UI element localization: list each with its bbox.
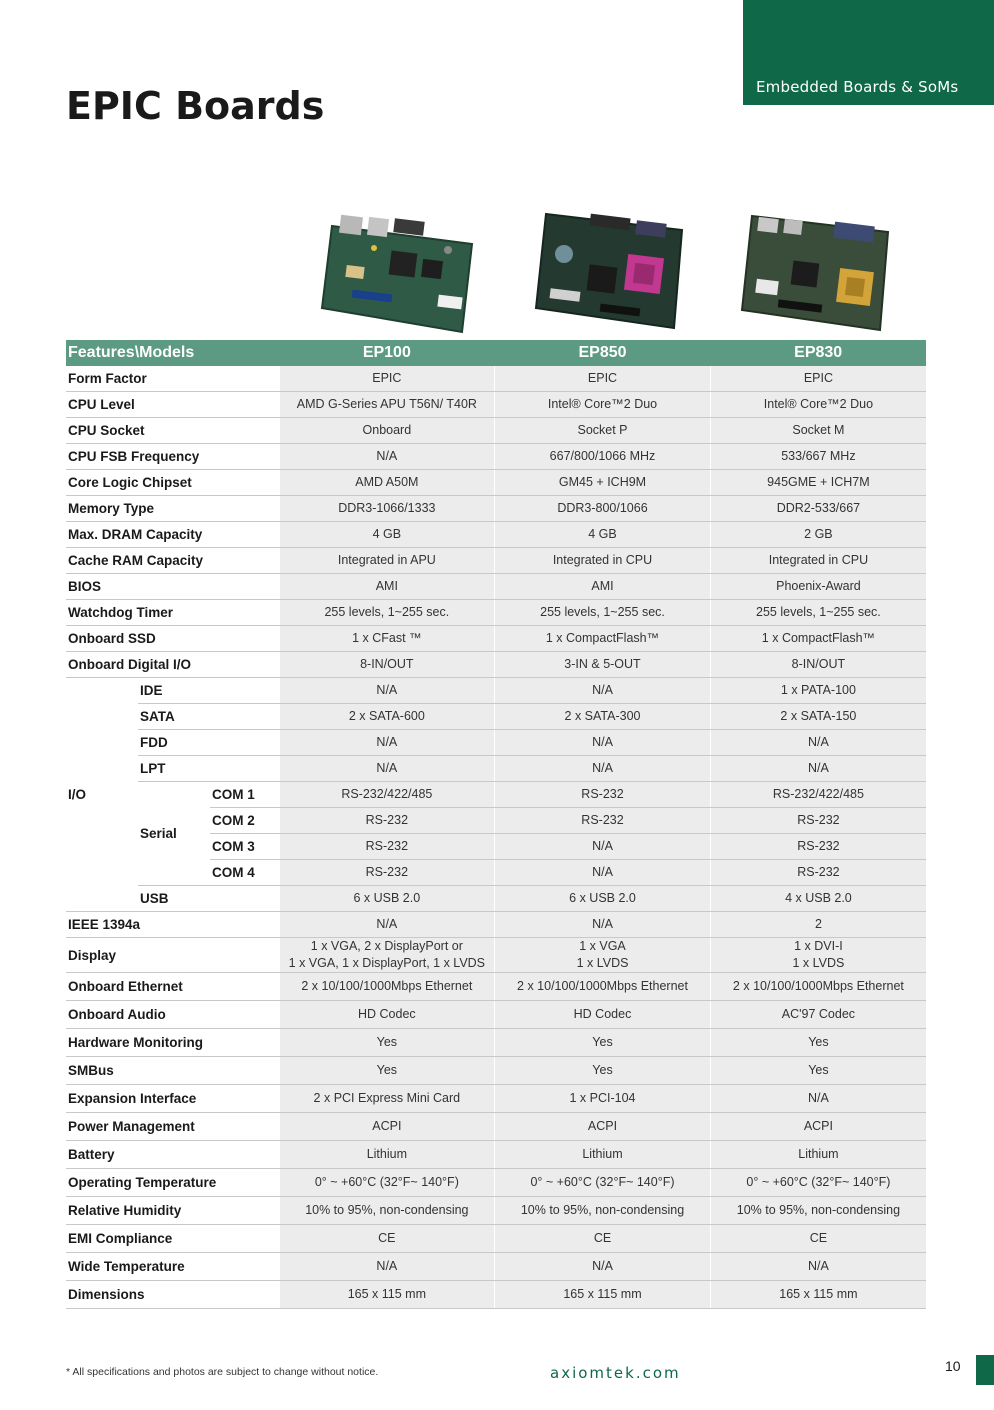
cell-value: N/A xyxy=(495,860,711,886)
cell-value: HD Codec xyxy=(495,1001,711,1029)
row-label: SMBus xyxy=(66,1057,279,1085)
cell-value: RS-232 xyxy=(279,834,495,860)
cell-line: 1 x VGA xyxy=(579,939,626,953)
cell-value: 255 levels, 1~255 sec. xyxy=(495,600,711,626)
cell-value: Onboard xyxy=(279,418,495,444)
cell-value: Yes xyxy=(495,1029,711,1057)
row-label: COM 1 xyxy=(210,782,279,808)
cell-value: N/A xyxy=(495,678,711,704)
cell-value: 165 x 115 mm xyxy=(710,1281,926,1309)
cell-value: Socket P xyxy=(495,418,711,444)
cell-value: Intel® Core™2 Duo xyxy=(495,392,711,418)
page-number: 10 xyxy=(945,1358,961,1374)
row-label: COM 4 xyxy=(210,860,279,886)
cell-value: RS-232/422/485 xyxy=(279,782,495,808)
cell-value: 6 x USB 2.0 xyxy=(279,886,495,912)
cell-value: 0° ~ +60°C (32°F~ 140°F) xyxy=(495,1169,711,1197)
cell-value: 2 x SATA-600 xyxy=(279,704,495,730)
cell-line: 1 x DVI-I xyxy=(794,939,843,953)
board-photo-ep100 xyxy=(318,208,476,336)
cell-value: N/A xyxy=(710,1253,926,1281)
cell-value: 2 x 10/100/1000Mbps Ethernet xyxy=(495,973,711,1001)
row-label: FDD xyxy=(138,730,279,756)
cell-value: 1 x PCI-104 xyxy=(495,1085,711,1113)
cell-value: 533/667 MHz xyxy=(710,444,926,470)
cell-value: Yes xyxy=(710,1029,926,1057)
cell-value: Lithium xyxy=(495,1141,711,1169)
table-row xyxy=(66,444,926,470)
table-row xyxy=(66,678,926,704)
table-row xyxy=(66,470,926,496)
table-header-row xyxy=(66,340,926,366)
cell-value: 2 x SATA-300 xyxy=(495,704,711,730)
row-label: Form Factor xyxy=(66,366,279,392)
row-label: Wide Temperature xyxy=(66,1253,279,1281)
cell-value: EPIC xyxy=(495,366,711,392)
table-row xyxy=(66,418,926,444)
table-row xyxy=(66,938,926,973)
row-label: Max. DRAM Capacity xyxy=(66,522,279,548)
cell-value: 10% to 95%, non-condensing xyxy=(279,1197,495,1225)
board-photo-ep850 xyxy=(530,210,688,338)
section-label: Embedded Boards & SoMs xyxy=(756,78,959,96)
cell-value: 0° ~ +60°C (32°F~ 140°F) xyxy=(710,1169,926,1197)
cell-value: 667/800/1066 MHz xyxy=(495,444,711,470)
cell-value: N/A xyxy=(495,912,711,938)
cell-value: N/A xyxy=(279,756,495,782)
footnote: * All specifications and photos are subject to change without notice. xyxy=(66,1366,379,1378)
row-label: Onboard SSD xyxy=(66,626,279,652)
cell-value: N/A xyxy=(495,1253,711,1281)
spec-table xyxy=(66,340,926,1309)
row-label: Operating Temperature xyxy=(66,1169,279,1197)
cell-value xyxy=(279,938,495,973)
row-label: Onboard Ethernet xyxy=(66,973,279,1001)
table-row xyxy=(66,1029,926,1057)
cell-value: 3-IN & 5-OUT xyxy=(495,652,711,678)
row-label: COM 2 xyxy=(210,808,279,834)
cell-value: ACPI xyxy=(710,1113,926,1141)
row-label: COM 3 xyxy=(210,834,279,860)
header-model-ep100: EP100 xyxy=(279,340,495,366)
cell-line: 1 x VGA, 1 x DisplayPort, 1 x LVDS xyxy=(288,956,486,970)
cell-value xyxy=(495,938,711,973)
cell-value: 0° ~ +60°C (32°F~ 140°F) xyxy=(279,1169,495,1197)
cell-line: 1 x VGA, 2 x DisplayPort or xyxy=(310,939,463,953)
cell-value: 1 x PATA-100 xyxy=(710,678,926,704)
cell-value: N/A xyxy=(495,834,711,860)
cell-value: N/A xyxy=(279,1253,495,1281)
table-row xyxy=(66,886,926,912)
cell-value: CE xyxy=(495,1225,711,1253)
table-row xyxy=(66,600,926,626)
cell-value: 2 x 10/100/1000Mbps Ethernet xyxy=(710,973,926,1001)
cell-value: 2 x PCI Express Mini Card xyxy=(279,1085,495,1113)
row-label: CPU Socket xyxy=(66,418,279,444)
cell-value: Phoenix-Award xyxy=(710,574,926,600)
cell-value: DDR3-1066/1333 xyxy=(279,496,495,522)
cell-value: 10% to 95%, non-condensing xyxy=(710,1197,926,1225)
cell-value: GM45 + ICH9M xyxy=(495,470,711,496)
table-row xyxy=(66,704,926,730)
cell-value: Lithium xyxy=(279,1141,495,1169)
cell-value: 165 x 115 mm xyxy=(495,1281,711,1309)
cell-value: N/A xyxy=(279,444,495,470)
cell-value: 8-IN/OUT xyxy=(710,652,926,678)
cell-value: EPIC xyxy=(710,366,926,392)
table-row xyxy=(66,1113,926,1141)
cell-value: AMD A50M xyxy=(279,470,495,496)
cell-value: 2 x 10/100/1000Mbps Ethernet xyxy=(279,973,495,1001)
cell-value: CE xyxy=(710,1225,926,1253)
row-label: Expansion Interface xyxy=(66,1085,279,1113)
row-label: Hardware Monitoring xyxy=(66,1029,279,1057)
cell-value: 1 x CompactFlash™ xyxy=(495,626,711,652)
cell-value: 8-IN/OUT xyxy=(279,652,495,678)
page-marker xyxy=(976,1355,994,1385)
cell-value: Integrated in CPU xyxy=(495,548,711,574)
io-group-label: I/O xyxy=(66,678,138,912)
cell-value: EPIC xyxy=(279,366,495,392)
cell-value: RS-232 xyxy=(495,808,711,834)
table-row xyxy=(66,652,926,678)
cell-value: 4 GB xyxy=(495,522,711,548)
table-row xyxy=(66,392,926,418)
cell-value: Socket M xyxy=(710,418,926,444)
cell-value: Yes xyxy=(710,1057,926,1085)
row-label: BIOS xyxy=(66,574,279,600)
cell-value: N/A xyxy=(279,678,495,704)
cell-value: Yes xyxy=(279,1057,495,1085)
website-link[interactable]: axiomtek.com xyxy=(550,1364,681,1382)
cell-value: 1 x CFast ™ xyxy=(279,626,495,652)
table-row xyxy=(66,1281,926,1309)
row-label: Core Logic Chipset xyxy=(66,470,279,496)
cell-value: N/A xyxy=(710,756,926,782)
cell-value: N/A xyxy=(710,1085,926,1113)
cell-value: AMI xyxy=(495,574,711,600)
table-row xyxy=(66,1225,926,1253)
row-label: Relative Humidity xyxy=(66,1197,279,1225)
row-label: Power Management xyxy=(66,1113,279,1141)
table-row xyxy=(66,912,926,938)
cell-value: AMD G-Series APU T56N/ T40R xyxy=(279,392,495,418)
cell-value: N/A xyxy=(279,730,495,756)
header-model-ep830: EP830 xyxy=(710,340,926,366)
cell-value: 255 levels, 1~255 sec. xyxy=(279,600,495,626)
row-label: Watchdog Timer xyxy=(66,600,279,626)
row-label: Onboard Digital I/O xyxy=(66,652,279,678)
row-label: SATA xyxy=(138,704,279,730)
row-label: CPU Level xyxy=(66,392,279,418)
cell-value: N/A xyxy=(495,756,711,782)
cell-value: RS-232 xyxy=(279,808,495,834)
cell-value: 1 x CompactFlash™ xyxy=(710,626,926,652)
cell-value: RS-232 xyxy=(710,834,926,860)
cell-value: RS-232 xyxy=(710,860,926,886)
table-row xyxy=(66,496,926,522)
table-row xyxy=(66,1141,926,1169)
cell-value: AC'97 Codec xyxy=(710,1001,926,1029)
table-row xyxy=(66,522,926,548)
table-row xyxy=(66,574,926,600)
cell-value: 165 x 115 mm xyxy=(279,1281,495,1309)
table-row xyxy=(66,366,926,392)
table-row xyxy=(66,548,926,574)
cell-value: 2 x SATA-150 xyxy=(710,704,926,730)
cell-value: 10% to 95%, non-condensing xyxy=(495,1197,711,1225)
table-row xyxy=(66,756,926,782)
cell-value: RS-232/422/485 xyxy=(710,782,926,808)
cell-value: Integrated in CPU xyxy=(710,548,926,574)
header-features-models: Features\Models xyxy=(66,340,279,366)
cell-value: HD Codec xyxy=(279,1001,495,1029)
cell-value: 2 xyxy=(710,912,926,938)
row-label: Onboard Audio xyxy=(66,1001,279,1029)
board-photo-ep830 xyxy=(738,210,894,338)
page-title: EPIC Boards xyxy=(66,84,325,128)
serial-group-label: Serial xyxy=(138,782,210,886)
row-label: Display xyxy=(66,938,279,973)
cell-value: 6 x USB 2.0 xyxy=(495,886,711,912)
cell-value: RS-232 xyxy=(495,782,711,808)
cell-value: 2 GB xyxy=(710,522,926,548)
row-label: Cache RAM Capacity xyxy=(66,548,279,574)
cell-value: ACPI xyxy=(279,1113,495,1141)
row-label: Battery xyxy=(66,1141,279,1169)
table-row xyxy=(66,782,926,808)
cell-value: ACPI xyxy=(495,1113,711,1141)
row-label: Dimensions xyxy=(66,1281,279,1309)
table-row xyxy=(66,730,926,756)
table-row xyxy=(66,1001,926,1029)
cell-value: N/A xyxy=(279,912,495,938)
cell-value: N/A xyxy=(495,730,711,756)
cell-value: RS-232 xyxy=(279,860,495,886)
section-tab xyxy=(743,0,994,105)
row-label: Memory Type xyxy=(66,496,279,522)
row-label: USB xyxy=(138,886,279,912)
table-row xyxy=(66,1253,926,1281)
table-row xyxy=(66,973,926,1001)
cell-value: RS-232 xyxy=(710,808,926,834)
cell-line: 1 x LVDS xyxy=(792,956,845,970)
cell-value: 4 GB xyxy=(279,522,495,548)
cell-line: 1 x LVDS xyxy=(576,956,629,970)
header-model-ep850: EP850 xyxy=(495,340,711,366)
row-label: IEEE 1394a xyxy=(66,912,279,938)
cell-value: CE xyxy=(279,1225,495,1253)
cell-value: DDR2-533/667 xyxy=(710,496,926,522)
cell-value xyxy=(710,938,926,973)
table-row xyxy=(66,626,926,652)
cell-value: N/A xyxy=(710,730,926,756)
cell-value: 255 levels, 1~255 sec. xyxy=(710,600,926,626)
table-row xyxy=(66,1085,926,1113)
cell-value: Lithium xyxy=(710,1141,926,1169)
cell-value: Intel® Core™2 Duo xyxy=(710,392,926,418)
cell-value: 945GME + ICH7M xyxy=(710,470,926,496)
cell-value: Yes xyxy=(495,1057,711,1085)
table-row xyxy=(66,1197,926,1225)
cell-value: AMI xyxy=(279,574,495,600)
cell-value: DDR3-800/1066 xyxy=(495,496,711,522)
row-label: EMI Compliance xyxy=(66,1225,279,1253)
row-label: CPU FSB Frequency xyxy=(66,444,279,470)
cell-value: 4 x USB 2.0 xyxy=(710,886,926,912)
row-label: LPT xyxy=(138,756,279,782)
cell-value: Yes xyxy=(279,1029,495,1057)
row-label: IDE xyxy=(138,678,279,704)
table-row xyxy=(66,1057,926,1085)
cell-value: Integrated in APU xyxy=(279,548,495,574)
table-row xyxy=(66,1169,926,1197)
